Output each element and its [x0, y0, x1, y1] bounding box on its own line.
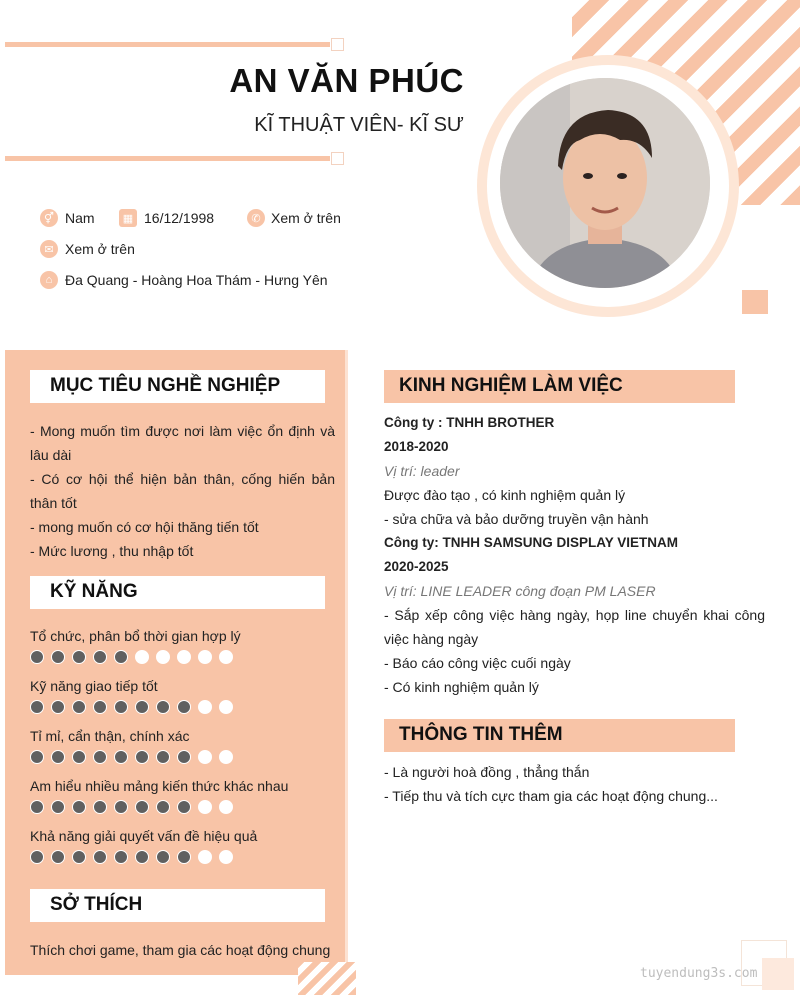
rating-dot-filled [114, 700, 128, 714]
rating-dot-filled [93, 800, 107, 814]
rating-dot-filled [114, 800, 128, 814]
additional-heading-box [384, 719, 735, 752]
rating-dot-filled [177, 850, 191, 864]
job-detail: - Sắp xếp công việc hàng ngày, họp line chuyển khai công việc hàng ngày [384, 607, 765, 647]
rating-dot-empty [219, 750, 233, 764]
rating-dot-filled [72, 650, 86, 664]
job-company: Công ty: TNHH SAMSUNG DISPLAY VIETNAM [384, 535, 679, 550]
left-column-edge [345, 350, 348, 995]
contact-email: Xem ở trên [65, 241, 135, 257]
additional-text [384, 760, 765, 808]
objective-line: - Mong muốn tìm được nơi làm việc ổn định và lâu dài [30, 423, 335, 463]
rating-dot-empty [219, 850, 233, 864]
skill-label: Khả năng giải quyết vấn đề hiệu quả [30, 828, 258, 844]
rating-dot-filled [51, 850, 65, 864]
rating-dot-filled [114, 750, 128, 764]
objective-line: - Mức lương , thu nhập tốt [30, 543, 194, 559]
rating-dot-empty [198, 650, 212, 664]
rating-dot-filled [72, 750, 86, 764]
header-line-top-cap [331, 38, 344, 51]
skills-heading-box [30, 576, 325, 609]
contact-gender: Nam [65, 210, 95, 226]
rating-dot-filled [51, 750, 65, 764]
hobbies-heading-box [30, 889, 325, 922]
job-detail: - Báo cáo công việc cuối ngày [384, 655, 571, 671]
rating-dot-empty [219, 700, 233, 714]
contact-birthday: 16/12/1998 [144, 210, 215, 226]
rating-dot-empty [177, 650, 191, 664]
experience-heading: KINH NGHIỆM LÀM VIỆC [399, 375, 623, 396]
email-icon: ✉ [40, 240, 58, 258]
skill-label: Am hiểu nhiều mảng kiến thức khác nhau [30, 778, 289, 794]
job-detail: Được đào tạo , có kinh nghiệm quản lý [384, 487, 626, 503]
rating-dot-empty [198, 850, 212, 864]
rating-dot-filled [156, 800, 170, 814]
calendar-icon: ▦ [119, 209, 137, 227]
rating-dot-filled [135, 700, 149, 714]
additional-heading: THÔNG TIN THÊM [399, 724, 563, 745]
objective-heading-box [30, 370, 325, 403]
rating-dot-empty [135, 650, 149, 664]
skill-rating [30, 750, 233, 766]
job-company: Công ty : TNHH BROTHER [384, 415, 555, 430]
skill-rating [30, 650, 233, 666]
candidate-name: AN VĂN PHÚC [229, 62, 464, 99]
rating-dot-filled [135, 800, 149, 814]
rating-dot-filled [30, 750, 44, 764]
rating-dot-filled [93, 650, 107, 664]
rating-dot-filled [30, 700, 44, 714]
rating-dot-empty [198, 800, 212, 814]
phone-icon: ✆ [247, 209, 265, 227]
rating-dot-empty [198, 750, 212, 764]
rating-dot-filled [114, 650, 128, 664]
bottom-stripe-decoration [298, 962, 356, 995]
hobbies-text: Thích chơi game, tham gia các hoạt động chung [30, 942, 331, 958]
skills-heading: KỸ NĂNG [50, 581, 138, 602]
skill-label: Tổ chức, phân bổ thời gian hợp lý [30, 628, 241, 644]
rating-dot-filled [93, 750, 107, 764]
rating-dot-filled [72, 700, 86, 714]
job-title: KĨ THUẬT VIÊN- KĨ SƯ [254, 114, 464, 136]
rating-dot-filled [177, 800, 191, 814]
hobbies-heading: SỞ THÍCH [50, 894, 143, 915]
rating-dot-filled [93, 850, 107, 864]
rating-dot-empty [219, 800, 233, 814]
job-position: Vị trí: leader [384, 463, 460, 479]
contact-phone: Xem ở trên [271, 210, 341, 226]
objective-line: - mong muốn có cơ hội thăng tiến tốt [30, 519, 259, 535]
rating-dot-filled [72, 850, 86, 864]
job-detail: - Có kinh nghiệm quản lý [384, 679, 539, 695]
header-line-bottom-cap [331, 152, 344, 165]
gender-icon: ⚥ [40, 209, 58, 227]
rating-dot-filled [72, 800, 86, 814]
rating-dot-filled [30, 650, 44, 664]
rating-dot-filled [51, 800, 65, 814]
skill-label: Tỉ mỉ, cẩn thận, chính xác [30, 728, 190, 744]
rating-dot-filled [177, 750, 191, 764]
rating-dot-empty [156, 650, 170, 664]
additional-line: - Là người hoà đồng , thẳng thắn [384, 764, 590, 780]
avatar-photo [500, 78, 710, 288]
header-line-bottom [5, 156, 330, 161]
rating-dot-filled [156, 750, 170, 764]
experience-list [384, 411, 765, 699]
rating-dot-filled [114, 850, 128, 864]
job-detail: - sửa chữa và bảo dưỡng truyền vận hành [384, 511, 649, 527]
rating-dot-filled [51, 700, 65, 714]
job-position: Vị trí: LINE LEADER công đoạn PM LASER [384, 583, 656, 599]
watermark-text: tuyendung3s.com [640, 966, 758, 981]
rating-dot-filled [156, 850, 170, 864]
skill-rating [30, 850, 233, 866]
skill-rating [30, 800, 233, 816]
job-period: 2018-2020 [384, 439, 449, 454]
home-icon: ⌂ [40, 271, 58, 289]
objective-line: - Có cơ hội thể hiện bản thân, cống hiến bản thân tốt [30, 471, 335, 511]
rating-dot-filled [30, 800, 44, 814]
rating-dot-filled [135, 750, 149, 764]
rating-dot-filled [156, 700, 170, 714]
rating-dot-empty [219, 650, 233, 664]
experience-heading-box [384, 370, 735, 403]
objective-text [30, 419, 335, 563]
job-period: 2020-2025 [384, 559, 449, 574]
additional-line: - Tiếp thu và tích cực tham gia các hoạt động chung... [384, 788, 718, 804]
skill-rating [30, 700, 233, 716]
skill-label: Kỹ năng giao tiếp tốt [30, 678, 158, 694]
objective-heading: MỤC TIÊU NGHỀ NGHIỆP [50, 375, 281, 396]
rating-dot-filled [30, 850, 44, 864]
decor-square [742, 290, 768, 314]
rating-dot-filled [135, 850, 149, 864]
contact-address: Đa Quang - Hoàng Hoa Thám - Hưng Yên [65, 272, 328, 288]
rating-dot-filled [177, 700, 191, 714]
watermark-square [762, 958, 794, 990]
rating-dot-empty [198, 700, 212, 714]
rating-dot-filled [51, 650, 65, 664]
header-line-top [5, 42, 330, 47]
rating-dot-filled [93, 700, 107, 714]
